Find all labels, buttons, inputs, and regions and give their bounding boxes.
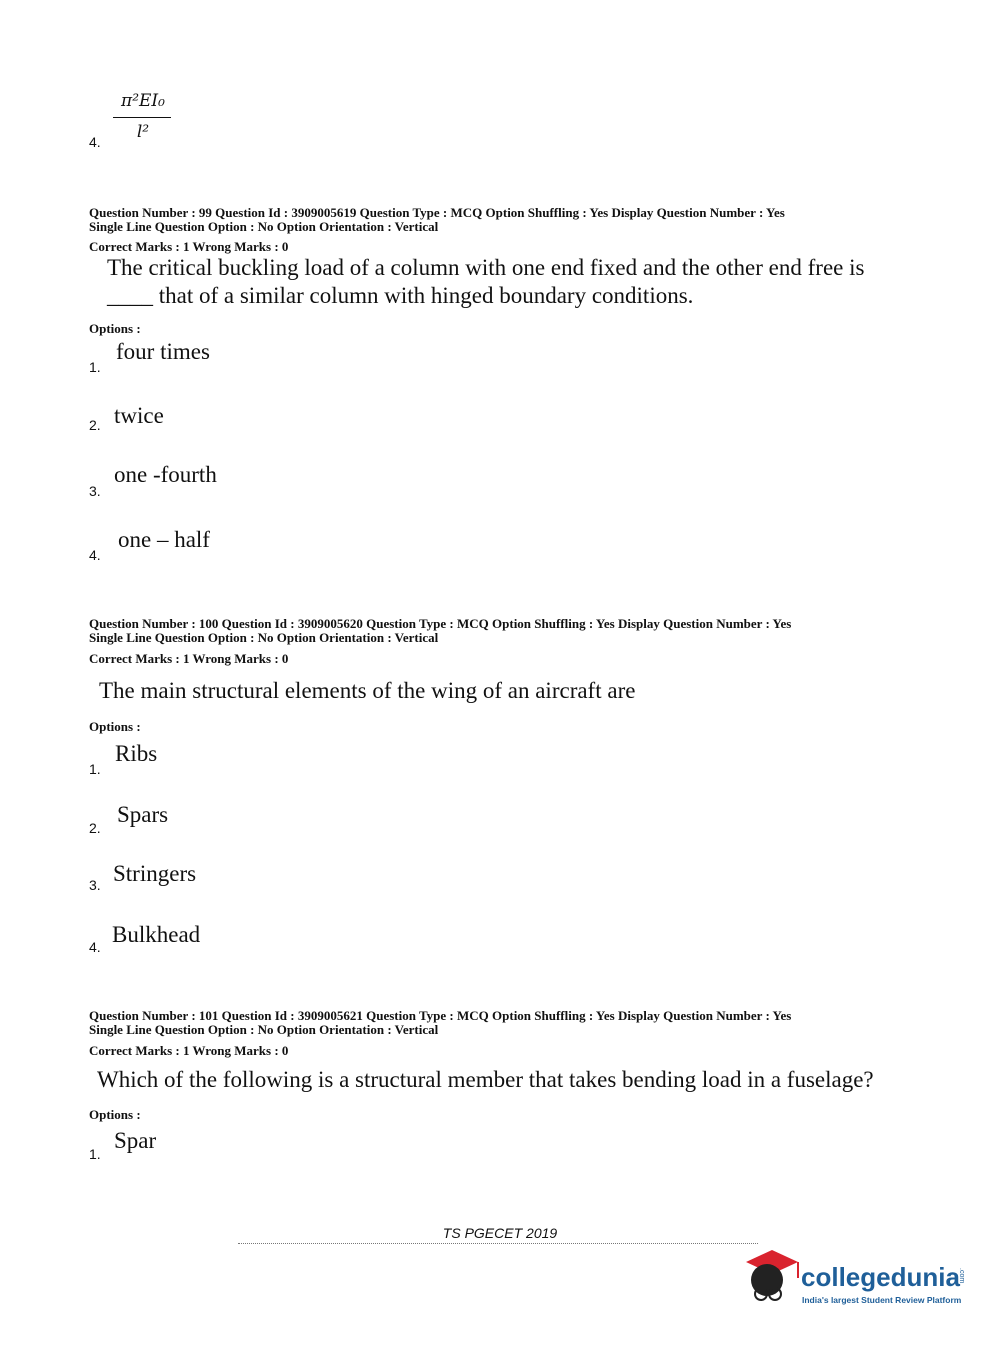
question-meta-line2: Single Line Question Option : No Option Orientation : Vertical (89, 630, 439, 645)
option-text[interactable]: one – half (118, 527, 210, 552)
question-meta-line2: Single Line Question Option : No Option Orientation : Vertical (89, 219, 439, 234)
question-marks: Correct Marks : 1 Wrong Marks : 0 (89, 239, 289, 254)
footer-dotted-rule (238, 1243, 758, 1244)
question-marks: Correct Marks : 1 Wrong Marks : 0 (89, 651, 289, 666)
question-text-line2: ____ that of a similar column with hinged boundary conditions. (107, 283, 694, 308)
question-marks: Correct Marks : 1 Wrong Marks : 0 (89, 1043, 289, 1058)
option-number: 2. (89, 417, 101, 433)
logo-tagline: India's largest Student Review Platform (802, 1295, 962, 1305)
collegedunia-logo-icon (742, 1248, 800, 1312)
option-number: 1. (89, 1146, 101, 1162)
question-text-line1: Which of the following is a structural member that takes bending load in a fuselage? (97, 1067, 874, 1092)
question-text-line1: The critical buckling load of a column with one end fixed and the other end free is (107, 255, 865, 280)
question-meta-line1: Question Number : 100 Question Id : 3909005620 Question Type : MCQ Option Shuffling : Yes Display Question Number : Yes (89, 616, 792, 631)
fraction-denominator: l² (136, 122, 150, 142)
option-text[interactable]: Bulkhead (112, 922, 201, 947)
options-label: Options : (89, 321, 141, 336)
option-text[interactable]: four times (116, 339, 210, 364)
option-number: 3. (89, 483, 101, 499)
fraction-numerator: π²EI₀ (121, 91, 165, 111)
footer-text: TS PGECET 2019 (442, 1225, 558, 1241)
options-label: Options : (89, 1107, 141, 1122)
option-number: 4. (89, 939, 101, 955)
option-text[interactable]: Spar (114, 1128, 157, 1153)
option-text[interactable]: Ribs (115, 741, 158, 766)
option-number: 1. (89, 359, 101, 375)
fraction-bar (113, 117, 171, 118)
option-number: 1. (89, 761, 101, 777)
options-label: Options : (89, 719, 141, 734)
option-number: 3. (89, 877, 101, 893)
logo-superscript: .com (958, 1268, 965, 1284)
option-text[interactable]: Stringers (113, 861, 197, 886)
option-number: 4. (89, 134, 101, 150)
question-meta-line2: Single Line Question Option : No Option Orientation : Vertical (89, 1022, 439, 1037)
option-text[interactable]: one -fourth (114, 462, 217, 487)
option-number: 2. (89, 820, 101, 836)
question-text-line1: The main structural elements of the wing of an aircraft are (99, 678, 636, 703)
option-text[interactable]: twice (114, 403, 164, 428)
question-meta-line1: Question Number : 101 Question Id : 3909005621 Question Type : MCQ Option Shuffling : Yes Display Question Number : Yes (89, 1008, 792, 1023)
question-meta-line1: Question Number : 99 Question Id : 3909005619 Question Type : MCQ Option Shuffling : Yes Display Question Number : Yes (89, 205, 785, 220)
option-text[interactable]: Spars (117, 802, 169, 827)
option-number: 4. (89, 547, 101, 563)
logo-wordmark: collegedunia (801, 1262, 960, 1292)
